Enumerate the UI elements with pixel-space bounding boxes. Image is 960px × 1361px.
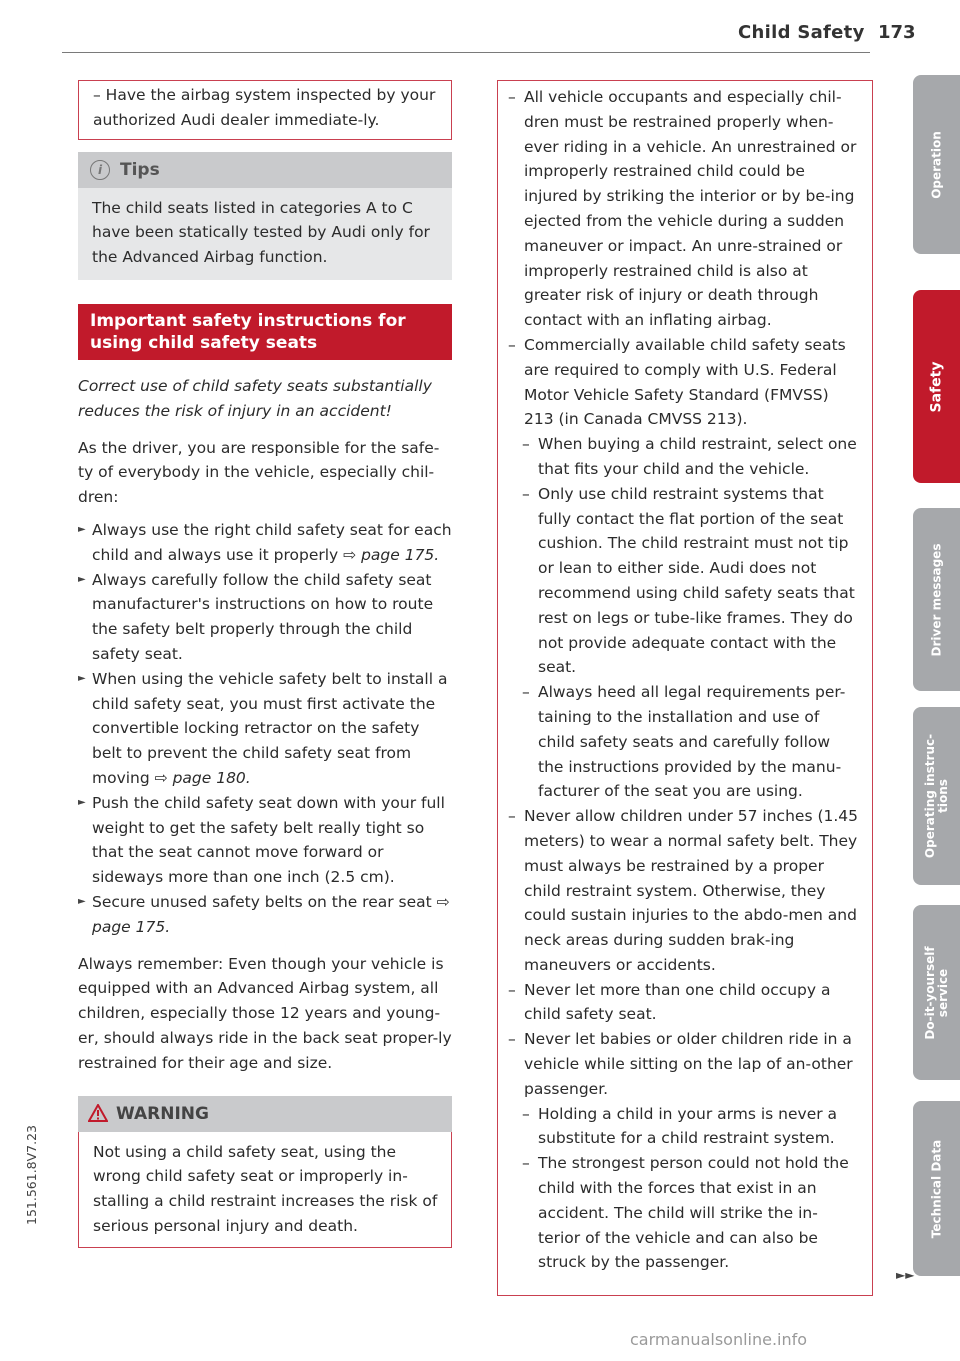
list-item: – Holding a child in your arms is never a substitute for a child restraint system. [522,1104,838,1148]
tips-body: The child seats listed in categories A to C have been statically tested by Audi only for the Advanced Airbag function. [78,188,452,280]
list-item: ► Always carefully follow the child safety seat manufacturer's instructions on how to route the safety belt properly through the child safety seat. [78,568,452,667]
page-link[interactable]: ⇨ page 175. [343,545,440,564]
tab-driver-messages[interactable]: Driver messages [913,508,960,691]
list-item: – Never allow children under 57 inches (1.45 meters) to wear a normal safety belt. They must always be restrained by a proper child restraint system. Otherwise, they could sustain injuries to the abdo-men and neck areas during sudden brak-ing maneuvers or accidents. [508,807,858,974]
list-item: – The strongest person could not hold the child with the forces that exist in an accident. The child will strike the in-terior of the vehicle and can also be struck by the passenger. [522,1154,849,1272]
right-column [497,80,873,1296]
list-item: – Never let babies or older children ride in a vehicle while sitting on the lap of an-other passenger. [508,1030,853,1098]
warning-triangle-icon [88,1104,108,1122]
section-lede: Correct use of child safety seats substantially reduces the risk of injury in an accident! [78,376,432,420]
section-title: Child Safety [738,22,865,43]
left-column [78,80,452,1248]
warning-header [78,1096,452,1132]
bullet-arrow-icon: ► [78,573,86,585]
instruction-list [78,518,452,940]
page-link[interactable]: ⇨ page 175. [92,892,450,936]
continue-arrow-icon: ►► [896,1268,915,1282]
bullet-arrow-icon: ► [78,672,86,684]
list-item: ► When using the vehicle safety belt to install a child safety seat, you must first activate the convertible locking retractor on the safety belt to prevent the child safety seat from moving ⇨ page 180. [78,667,452,791]
watermark: carmanualsonline.info [630,1330,808,1349]
section-heading: Important safety instructions for using child safety seats [78,304,452,360]
page-link[interactable]: ⇨ page 180. [154,768,251,787]
tab-technical-data[interactable]: Technical Data [913,1101,960,1276]
info-icon: i [90,160,110,180]
list-item: – Never let more than one child occupy a child safety seat. [508,980,831,1024]
airbag-inspection-text: – Have the airbag system inspected by your authorized Audi dealer immediate-ly. [93,86,436,129]
bullet-arrow-icon: ► [78,895,86,907]
header-rule [62,52,870,53]
tab-operating-instructions[interactable]: Operating instruc- tions [913,707,960,885]
list-item: ► Always use the right child safety seat for each child and always use it properly ⇨ page 175. [78,518,452,568]
tips-label: Tips [120,159,160,180]
tab-safety[interactable]: Safety [913,290,960,483]
list-item: – Only use child restraint systems that fully contact the flat portion of the seat cushion. The child restraint must not tip or lean to either side. Audi does not recommend using child safety seats that rest on legs or tube-like frames. They do not provide adequate contact with the seat. [522,484,855,677]
bullet-arrow-icon: ► [78,523,86,535]
document-code: 151.561.8V7.23 [24,1125,39,1225]
intro-paragraph: As the driver, you are responsible for the safe-ty of everybody in the vehicle, especially chil-dren: [78,438,440,507]
bullet-arrow-icon: ► [78,796,86,808]
remember-paragraph: Always remember: Even though your vehicle is equipped with an Advanced Airbag system, all children, especially those 12 years and young-er, should always ride in the back seat proper-ly restrained for their age and size. [78,954,452,1072]
warning-label: WARNING [116,1103,209,1124]
page-number: 173 [878,22,916,43]
warning-body: Not using a child safety seat, using the wrong child safety seat or improperly in-stalling a child restraint increases the risk of serious personal injury and death. [78,1132,452,1248]
list-item: – All vehicle occupants and especially chil-dren must be restrained properly when-ever riding in a vehicle. An unrestrained or improperly restrained child could be injured by striking the interior or by be-ing ejected from the vehicle during a sudden maneuver or impact. An unre-strained or improperly restrained child is also at greater risk of injury or death through contact with an inflating airbag. [508,88,857,330]
airbag-inspection-box [78,80,452,140]
list-item: – When buying a child restraint, select one that fits your child and the vehicle. [522,435,857,478]
tab-do-it-yourself-service[interactable]: Do-it-yourself service [913,905,960,1080]
list-item: – Commercially available child safety seats are required to comply with U.S. Federal Motor Vehicle Safety Standard (FMVSS) 213 (in Canada CMVSS 213). [508,335,846,429]
list-item: – Always heed all legal requirements per-taining to the installation and use of child safety seats and carefully follow the instructions provided by the manu-facturer of the seat you are using. [522,683,846,801]
warning-continuation-box [497,80,873,1296]
list-item: ► Push the child safety seat down with your full weight to get the safety belt really tight so that the seat cannot move forward or sideways more than one inch (2.5 cm). [78,791,452,890]
tab-operation[interactable]: Operation [913,75,960,254]
tips-header [78,152,452,188]
list-item: ► Secure unused safety belts on the rear seat ⇨ page 175. [78,890,452,940]
